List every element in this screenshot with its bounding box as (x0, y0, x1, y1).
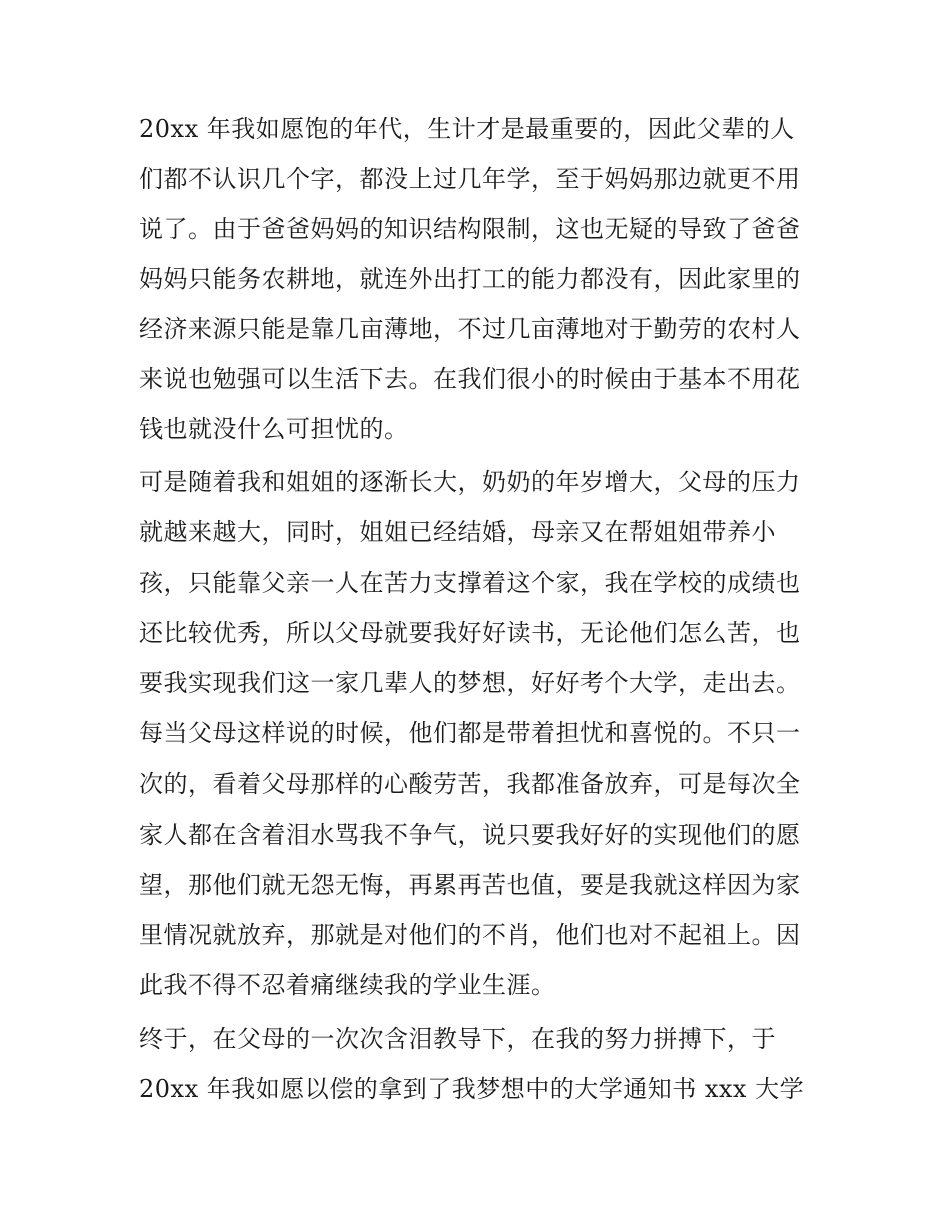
text-line: 还比较优秀，所以父母就要我好好读书，无论他们怎么苦，也 (139, 619, 801, 647)
text-line: 家人都在含着泪水骂我不争气，说只要我好好的实现他们的愿 (139, 821, 801, 849)
text-line: 就越来越大，同时，姐姐已经结婚，母亲又在帮姐姐带养小 (139, 518, 776, 546)
text-line: 次的，看着父母那样的心酸劳苦，我都准备放弃，可是每次全 (139, 770, 801, 798)
text-line: 妈妈只能务农耕地，就连外出打工的能力都没有，因此家里的 (139, 265, 801, 293)
text-line: 终于，在父母的一次次含泪教导下，在我的努力拼搏下，于 (139, 1025, 776, 1053)
text-line: 20xx 年我如愿饱的年代，生计才是最重要的，因此父辈的人 (139, 115, 795, 143)
text-line: 要我实现我们这一家几辈人的梦想，好好考个大学，走出去。 (139, 669, 801, 697)
text-line: 来说也勉强可以生活下去。在我们很小的时候由于基本不用花 (139, 365, 801, 393)
text-line: 说了。由于爸爸妈妈的知识结构限制，这也无疑的导致了爸爸 (139, 215, 801, 243)
text-line: 经济来源只能是靠几亩薄地，不过几亩薄地对于勤劳的农村人 (139, 315, 801, 343)
text-line: 每当父母这样说的时候，他们都是带着担忧和喜悦的。不只一 (139, 719, 801, 747)
text-line: 此我不得不忍着痛继续我的学业生涯。 (139, 971, 556, 999)
text-line: 们都不认识几个字，都没上过几年学，至于妈妈那边就更不用 (139, 165, 801, 193)
text-line: 钱也就没什么可担忧的。 (139, 415, 409, 443)
text-line: 可是随着我和姐姐的逐渐长大，奶奶的年岁增大，父母的压力 (139, 468, 801, 496)
text-line: 里情况就放弃，那就是对他们的不肖，他们也对不起祖上。因 (139, 921, 801, 949)
text-line: 孩，只能靠父亲一人在苦力支撑着这个家，我在学校的成绩也 (139, 569, 801, 597)
text-line: 望，那他们就无怨无悔，再累再苦也值，要是我就这样因为家 (139, 871, 801, 899)
text-line: 20xx 年我如愿以偿的拿到了我梦想中的大学通知书 xxx 大学 (139, 1075, 805, 1103)
